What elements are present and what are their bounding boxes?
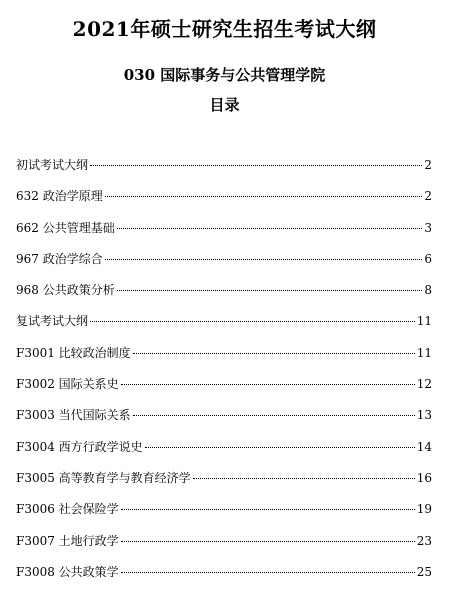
- toc-entry-label: 662 公共管理基础: [16, 220, 115, 235]
- toc-entry[interactable]: [16, 157, 432, 188]
- toc-entry-page-number: 8: [424, 283, 432, 298]
- toc-entry[interactable]: [16, 501, 432, 532]
- toc-entry-page-number: 19: [416, 502, 432, 517]
- toc-entry-page-number: 11: [416, 314, 432, 329]
- toc-entry[interactable]: [16, 407, 432, 438]
- toc-entry[interactable]: [16, 188, 432, 219]
- toc-entry-label: F3008 公共政策学: [16, 564, 119, 579]
- toc-entry-label: 632 政治学原理: [16, 189, 103, 204]
- toc-entry[interactable]: [16, 376, 432, 407]
- dot-leader: [145, 447, 415, 448]
- toc-entry[interactable]: [16, 220, 432, 251]
- dot-leader: [121, 572, 415, 573]
- toc-entry-page-number: 2: [424, 158, 432, 172]
- toc-entry-label: 967 政治学综合: [16, 251, 103, 266]
- toc-entry-label: F3004 西方行政学说史: [16, 439, 143, 454]
- dot-leader: [133, 353, 415, 354]
- dot-leader: [117, 228, 423, 229]
- dot-leader: [133, 415, 415, 416]
- table-of-contents: [16, 157, 432, 595]
- document-title: 2021年硕士研究生招生考试大纲: [72, 17, 377, 41]
- toc-entry[interactable]: [16, 282, 432, 313]
- toc-entry-label: F3003 当代国际关系: [16, 408, 131, 423]
- toc-entry[interactable]: [16, 313, 432, 344]
- toc-entry[interactable]: [16, 251, 432, 282]
- toc-entry-label: F3006 社会保险学: [16, 502, 119, 517]
- toc-entry-label: 复试考试大纲: [16, 314, 89, 329]
- toc-entry-label: F3002 国际关系史: [16, 377, 119, 392]
- toc-entry-page-number: 3: [424, 220, 432, 235]
- toc-entry[interactable]: [16, 345, 432, 376]
- dot-leader: [121, 384, 415, 385]
- toc-entry[interactable]: [16, 564, 432, 595]
- toc-entry-page-number: 14: [416, 439, 432, 454]
- dot-leader: [90, 165, 422, 166]
- toc-entry-page-number: 23: [416, 533, 432, 548]
- toc-entry-page-number: 11: [416, 345, 432, 360]
- toc-entry[interactable]: [16, 533, 432, 564]
- toc-entry-page-number: 6: [424, 251, 432, 266]
- toc-heading: 目录: [209, 96, 240, 114]
- dot-leader: [105, 196, 423, 197]
- toc-entry-page-number: 13: [416, 408, 432, 423]
- toc-entry-page-number: 16: [416, 470, 432, 485]
- dot-leader: [193, 478, 415, 479]
- toc-entry-label: F3005 高等教育学与教育经济学: [16, 470, 191, 485]
- toc-entry-label: F3007 土地行政学: [16, 533, 119, 548]
- toc-entry-label: 968 公共政策分析: [16, 283, 115, 298]
- school-subtitle: 030 国际事务与公共管理学院: [123, 66, 326, 84]
- dot-leader: [105, 259, 423, 260]
- toc-entry-page-number: 12: [416, 377, 432, 392]
- toc-entry-page-number: 25: [416, 564, 432, 579]
- toc-entry[interactable]: [16, 439, 432, 470]
- toc-entry-page-number: 2: [424, 189, 432, 204]
- toc-entry[interactable]: [16, 470, 432, 501]
- dot-leader: [121, 509, 415, 510]
- dot-leader: [117, 290, 423, 291]
- toc-entry-label: 初试考试大纲: [16, 158, 89, 172]
- dot-leader: [121, 541, 415, 542]
- dot-leader: [90, 321, 415, 322]
- toc-entry-label: F3001 比较政治制度: [16, 345, 131, 360]
